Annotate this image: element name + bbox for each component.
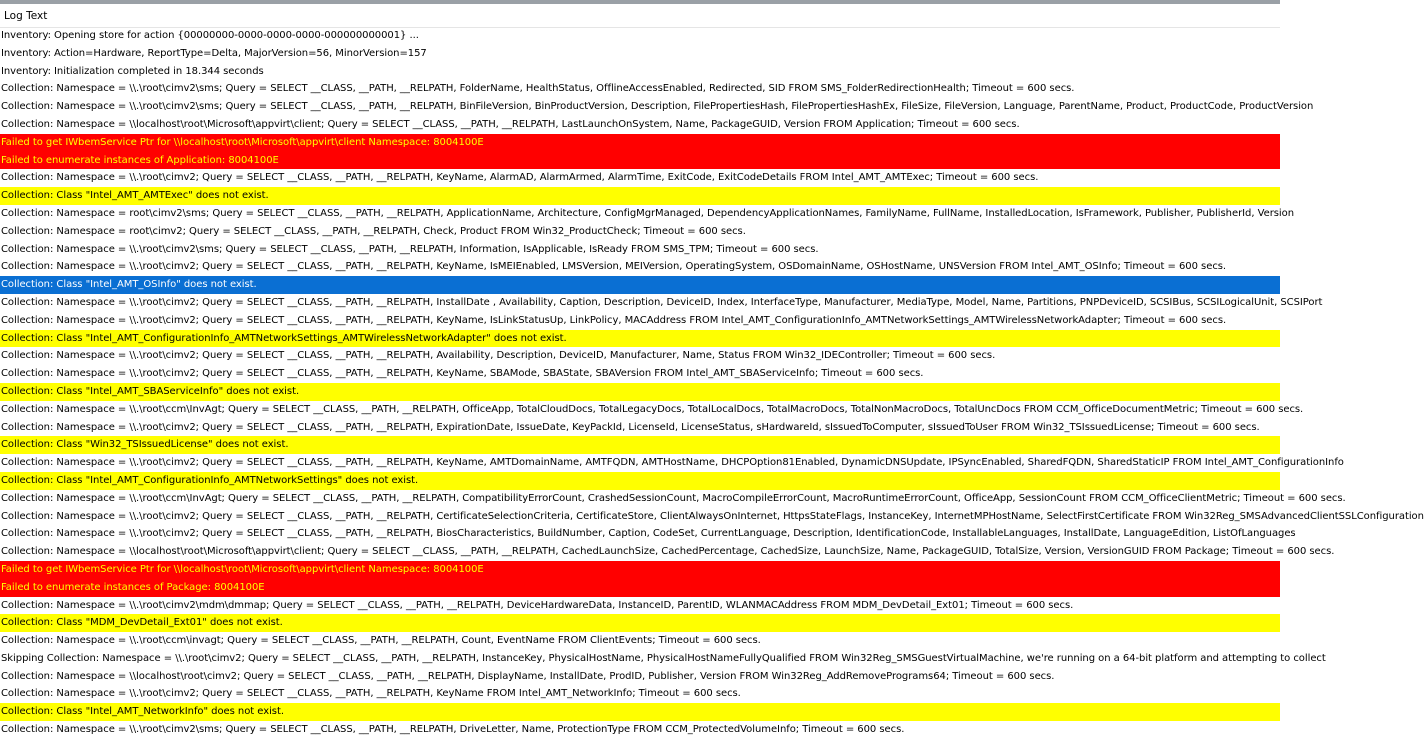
log-row[interactable]: Collection: Namespace = \\.\root\cimv2\sms; Query = SELECT __CLASS, __PATH, __RELPATH, BinFileVersion, BinProductVersion, Description, FilePropertiesHash, FilePropertiesHashEx, FileSize, FileVersion, Language, ParentName, Product, ProductCode, ProductVersion xyxy=(1,101,1314,113)
log-row[interactable]: Collection: Namespace = \\.\root\ccm\InvAgt; Query = SELECT __CLASS, __PATH, __RELPATH, OfficeApp, TotalCloudDocs, TotalLegacyDocs, TotalLocalDocs, TotalMacroDocs, TotalNonMacroDocs, TotalUncDocs FROM CCM_OfficeDocumentMetric; Timeout = 600 secs. xyxy=(1,403,1304,415)
log-row[interactable]: Collection: Namespace = \\.\root\cimv2\sms; Query = SELECT __CLASS, __PATH, __RELPATH, FolderName, HealthStatus, OfflineAccessEnabled, Redirected, SID FROM SMS_FolderRedirectionHealth; Timeout = 600 secs. xyxy=(1,83,1075,95)
log-row[interactable]: Inventory: Action=Hardware, ReportType=Delta, MajorVersion=56, MinorVersion=157 xyxy=(1,47,427,59)
log-row-warning[interactable]: Collection: Class "Win32_TSIssuedLicense" does not exist. xyxy=(0,436,1280,454)
log-row[interactable]: Collection: Namespace = \\.\root\cimv2\sms; Query = SELECT __CLASS, __PATH, __RELPATH, DriveLetter, Name, ProtectionType FROM CCM_ProtectedVolumeInfo; Timeout = 600 secs. xyxy=(1,724,905,736)
log-text-column-label: Log Text xyxy=(4,10,48,22)
log-row-warning[interactable]: Collection: Class "Intel_AMT_ConfigurationInfo_AMTNetworkSettings" does not exist. xyxy=(0,472,1280,490)
log-row[interactable]: Collection: Namespace = \\.\root\cimv2; Query = SELECT __CLASS, __PATH, __RELPATH, KeyName, IsLinkStatusUp, LinkPolicy, MACAddress FROM Intel_AMT_ConfigurationInfo_AMTNetworkSettings_AMTWirelessNetworkAdapter; Timeout = 600 secs. xyxy=(1,314,1227,326)
log-row[interactable]: Collection: Namespace = \\.\root\cimv2; Query = SELECT __CLASS, __PATH, __RELPATH, InstallDate , Availability, Caption, Description, DeviceID, Index, InterfaceType, Manufacturer, MediaType, Model, Name, Partitions, PNPDeviceID, SCSIBus, SCSILogicalUnit, SCSIPort xyxy=(1,296,1323,308)
log-row-selected[interactable]: Collection: Class "Intel_AMT_OSInfo" does not exist. xyxy=(0,276,1280,294)
log-row-warning[interactable]: Collection: Class "MDM_DevDetail_Ext01" does not exist. xyxy=(0,614,1280,632)
log-row[interactable]: Collection: Namespace = \\.\root\cimv2; Query = SELECT __CLASS, __PATH, __RELPATH, KeyName, SBAMode, SBAState, SBAVersion FROM Intel_AMT_SBAServiceInfo; Timeout = 600 secs. xyxy=(1,368,924,380)
log-row[interactable]: Collection: Namespace = \\.\root\cimv2; Query = SELECT __CLASS, __PATH, __RELPATH, KeyName, AMTDomainName, AMTFQDN, AMTHostName, DHCPOption81Enabled, DynamicDNSUpdate, IPSyncEnabled, SharedFQDN, SharedStaticIP FROM Intel_AMT_ConfigurationInfo xyxy=(1,457,1344,469)
log-row[interactable]: Collection: Namespace = \\.\root\cimv2; Query = SELECT __CLASS, __PATH, __RELPATH, ExpirationDate, IssueDate, KeyPackId, LicenseId, LicenseStatus, sHardwareId, sIssuedToComputer, sIssuedToUser FROM Win32_TSIssuedLicense; Timeout = 600 secs. xyxy=(1,421,1260,433)
log-row[interactable]: Collection: Namespace = \\.\root\ccm\invagt; Query = SELECT __CLASS, __PATH, __RELPATH, Count, EventName FROM ClientEvents; Timeout = 600 secs. xyxy=(1,635,761,647)
log-list[interactable] xyxy=(0,27,1424,739)
log-row[interactable]: Collection: Namespace = \\.\root\cimv2; Query = SELECT __CLASS, __PATH, __RELPATH, KeyName, AlarmAD, AlarmArmed, AlarmTime, ExitCode, ExitCodeDetails FROM Intel_AMT_AMTExec; Timeout = 600 secs. xyxy=(1,172,1039,184)
log-row[interactable]: Collection: Namespace = \\.\root\cimv2\mdm\dmmap; Query = SELECT __CLASS, __PATH, __RELPATH, DeviceHardwareData, InstanceID, ParentID, WLANMACAddress FROM MDM_DevDetail_Ext01; Timeout = 600 secs. xyxy=(1,599,1074,611)
log-row[interactable]: Collection: Namespace = \\.\root\cimv2; Query = SELECT __CLASS, __PATH, __RELPATH, CertificateSelectionCriteria, CertificateStore, ClientAlwaysOnInternet, HttpsStateFlags, InstanceKey, InternetMPHostName, SelectFirstCertificate FROM Win32Reg_SMSAdvancedClientSSLConfiguration xyxy=(1,510,1424,522)
log-row[interactable]: Collection: Namespace = root\cimv2\sms; Query = SELECT __CLASS, __PATH, __RELPATH, ApplicationName, Architecture, ConfigMgrManaged, DependencyApplicationNames, FamilyName, FullName, InstalledLocation, IsFramework, Publisher, PublisherId, Version xyxy=(1,207,1295,219)
log-row[interactable]: Collection: Namespace = \\localhost\root\cimv2; Query = SELECT __CLASS, __PATH, __RELPATH, DisplayName, InstallDate, ProdID, Publisher, Version FROM Win32Reg_AddRemovePrograms64; Timeout = 600 secs. xyxy=(1,670,1055,682)
log-row-warning[interactable]: Collection: Class "Intel_AMT_NetworkInfo" does not exist. xyxy=(0,703,1280,721)
log-row-error[interactable]: Failed to enumerate instances of Application: 8004100E xyxy=(0,152,1280,170)
log-row[interactable]: Collection: Namespace = \\localhost\root\Microsoft\appvirt\client; Query = SELECT __CLASS, __PATH, __RELPATH, CachedLaunchSize, CachedPercentage, CachedSize, LaunchSize, Name, PackageGUID, TotalSize, Version, VersionGUID FROM Package; Timeout = 600 secs. xyxy=(1,546,1335,558)
log-row[interactable]: Collection: Namespace = \\.\root\ccm\InvAgt; Query = SELECT __CLASS, __PATH, __RELPATH, CompatibilityErrorCount, CrashedSessionCount, MacroCompileErrorCount, MacroRuntimeErrorCount, OfficeApp, SessionCount FROM CCM_OfficeClientMetric; Timeout = 600 secs. xyxy=(1,492,1346,504)
log-row[interactable]: Collection: Namespace = \\localhost\root\Microsoft\appvirt\client; Query = SELECT __CLASS, __PATH, __RELPATH, LastLaunchOnSystem, Name, PackageGUID, Version FROM Application; Timeout = 600 secs. xyxy=(1,118,1020,130)
log-row-error[interactable]: Failed to enumerate instances of Package: 8004100E xyxy=(0,579,1280,597)
log-row[interactable]: Collection: Namespace = \\.\root\cimv2; Query = SELECT __CLASS, __PATH, __RELPATH, Availability, Description, DeviceID, Manufacturer, Name, Status FROM Win32_IDEController; Timeout = 600 secs. xyxy=(1,350,996,362)
log-row-error[interactable]: Failed to get IWbemService Ptr for \\localhost\root\Microsoft\appvirt\client Namespace: 8004100E xyxy=(0,134,1280,152)
log-row[interactable]: Collection: Namespace = root\cimv2; Query = SELECT __CLASS, __PATH, __RELPATH, Check, Product FROM Win32_ProductCheck; Timeout = 600 secs. xyxy=(1,225,746,237)
log-row[interactable]: Collection: Namespace = \\.\root\cimv2; Query = SELECT __CLASS, __PATH, __RELPATH, BiosCharacteristics, BuildNumber, Caption, CodeSet, CurrentLanguage, Description, IdentificationCode, InstallableLanguages, InstallDate, LanguageEdition, ListOfLanguages xyxy=(1,528,1296,540)
log-row[interactable]: Inventory: Opening store for action {00000000-0000-0000-0000-000000000001} ... xyxy=(1,30,419,41)
log-row[interactable]: Collection: Namespace = \\.\root\cimv2; Query = SELECT __CLASS, __PATH, __RELPATH, KeyName FROM Intel_AMT_NetworkInfo; Timeout = 600 secs. xyxy=(1,688,741,700)
log-row-warning[interactable]: Collection: Class "Intel_AMT_SBAServiceInfo" does not exist. xyxy=(0,383,1280,401)
log-row-error[interactable]: Failed to get IWbemService Ptr for \\localhost\root\Microsoft\appvirt\client Namespace: 8004100E xyxy=(0,561,1280,579)
log-row[interactable]: Inventory: Initialization completed in 18.344 seconds xyxy=(1,65,264,77)
log-row[interactable]: Collection: Namespace = \\.\root\cimv2; Query = SELECT __CLASS, __PATH, __RELPATH, KeyName, IsMEIEnabled, LMSVersion, MEIVersion, OperatingSystem, OSDomainName, OSHostName, UNSVersion FROM Intel_AMT_OSInfo; Timeout = 600 secs. xyxy=(1,261,1227,273)
log-row-warning[interactable]: Collection: Class "Intel_AMT_AMTExec" does not exist. xyxy=(0,187,1280,205)
log-row-warning[interactable]: Collection: Class "Intel_AMT_ConfigurationInfo_AMTNetworkSettings_AMTWirelessNetworkAdapter" does not exist. xyxy=(0,330,1280,348)
log-row[interactable]: Collection: Namespace = \\.\root\cimv2\sms; Query = SELECT __CLASS, __PATH, __RELPATH, Information, IsApplicable, IsReady FROM SMS_TPM; Timeout = 600 secs. xyxy=(1,243,819,255)
column-header[interactable] xyxy=(0,4,1280,28)
log-row[interactable]: Skipping Collection: Namespace = \\.\root\cimv2; Query = SELECT __CLASS, __PATH, __RELPATH, InstanceKey, PhysicalHostName, PhysicalHostNameFullyQualified FROM Win32Reg_SMSGuestVirtualMachine, we're running on a 64-bit platform and attempting to collect xyxy=(1,652,1326,664)
